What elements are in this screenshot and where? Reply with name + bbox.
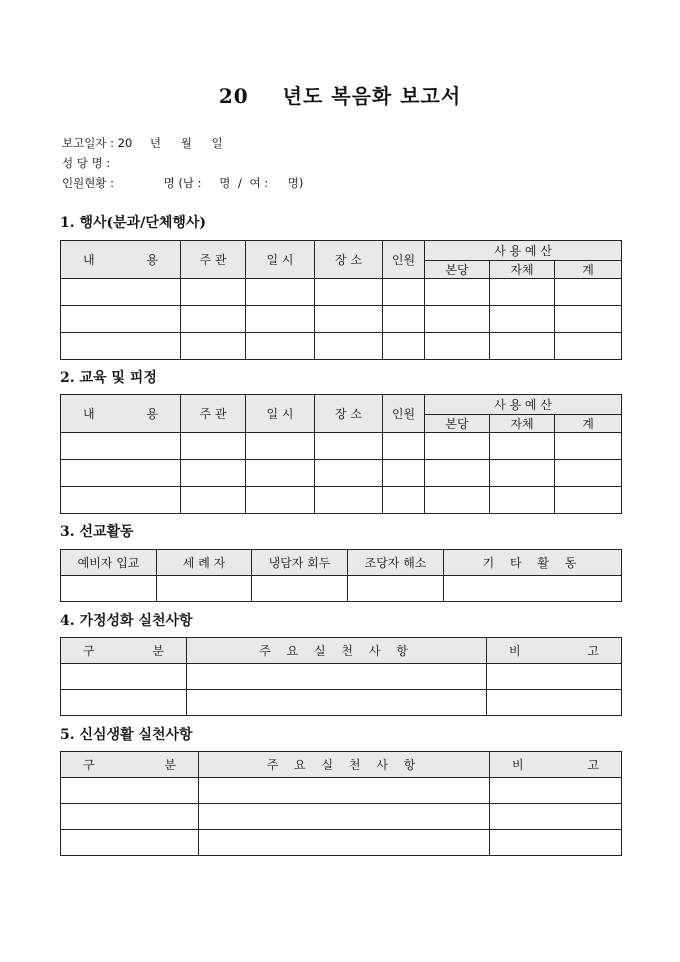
table-row xyxy=(61,576,622,602)
section-4-title: 4. 가정성화 실천사항 xyxy=(60,613,193,629)
table-row xyxy=(61,690,622,716)
table-row xyxy=(61,830,622,856)
people-separator: / xyxy=(237,176,242,190)
header-people: 인원 xyxy=(383,395,425,433)
parish-label: 성 당 명 : xyxy=(62,156,111,170)
people-male-unit: 명 xyxy=(219,176,231,190)
people-total-unit: 명 xyxy=(163,176,175,190)
header-other-activities: 기 타 활 동 xyxy=(444,550,622,576)
section-3-title: 3. 선교활동 xyxy=(60,524,134,540)
header-budget-self: 자체 xyxy=(490,261,555,279)
header-baptized: 세 례 자 xyxy=(157,550,252,576)
report-date-label: 보고일자 : 20 xyxy=(62,136,133,150)
header-content: 내 용 xyxy=(61,395,181,433)
header-lapsed-return: 냉담자 회두 xyxy=(252,550,348,576)
header-place: 장 소 xyxy=(315,395,383,433)
report-meta xyxy=(62,133,303,193)
report-date-day: 일 xyxy=(211,136,223,150)
header-note: 비 고 xyxy=(487,638,622,664)
header-division: 구 분 xyxy=(61,752,199,778)
table-row xyxy=(61,306,622,333)
table-row xyxy=(61,664,622,690)
header-budget-self: 자체 xyxy=(490,415,555,433)
header-datetime: 일 시 xyxy=(246,395,315,433)
header-budget-parish: 본당 xyxy=(425,261,490,279)
header-budget-parish: 본당 xyxy=(425,415,490,433)
table-row xyxy=(61,333,622,360)
header-main-practice: 주 요 실 천 사 항 xyxy=(199,752,490,778)
header-datetime: 일 시 xyxy=(246,241,315,279)
table-row xyxy=(61,778,622,804)
table-row xyxy=(61,279,622,306)
header-catechumen: 예비자 입교 xyxy=(61,550,157,576)
table-row xyxy=(61,804,622,830)
header-content: 내 용 xyxy=(61,241,181,279)
report-date-month: 월 xyxy=(180,136,192,150)
people-male-label: (남 : xyxy=(178,176,202,190)
header-main-practice: 주 요 실 천 사 항 xyxy=(187,638,487,664)
family-practice-table xyxy=(60,637,622,716)
people-row xyxy=(62,173,303,193)
report-date-row xyxy=(62,133,303,153)
header-budget: 사 용 예 산 xyxy=(425,241,622,261)
title-text: 년도 복음화 보고서 xyxy=(282,84,462,108)
header-place: 장 소 xyxy=(315,241,383,279)
table-row xyxy=(61,460,622,487)
people-female-label: 여 : xyxy=(249,176,269,190)
header-budget-total: 계 xyxy=(555,415,622,433)
report-date-year: 년 xyxy=(149,136,162,150)
people-label: 인원현황 : xyxy=(62,176,114,190)
table-row xyxy=(61,487,622,514)
page-title xyxy=(0,80,680,109)
section-1-title: 1. 행사(분과/단체행사) xyxy=(60,215,207,231)
education-table xyxy=(60,394,622,514)
parish-row xyxy=(62,153,303,173)
header-note: 비 고 xyxy=(490,752,622,778)
header-budget-total: 계 xyxy=(555,261,622,279)
header-division: 구 분 xyxy=(61,638,187,664)
devotion-practice-table xyxy=(60,751,622,856)
event-table xyxy=(60,240,622,360)
header-people: 인원 xyxy=(383,241,425,279)
section-5-title: 5. 신심생활 실천사항 xyxy=(60,727,193,743)
people-female-unit: 명) xyxy=(287,176,304,190)
mission-table xyxy=(60,549,622,602)
table-row xyxy=(61,433,622,460)
header-host: 주 관 xyxy=(181,395,246,433)
header-impediment-resolved: 조당자 해소 xyxy=(348,550,444,576)
title-year: 20 xyxy=(218,84,249,108)
header-host: 주 관 xyxy=(181,241,246,279)
section-2-title: 2. 교육 및 피정 xyxy=(60,370,157,386)
header-budget: 사 용 예 산 xyxy=(425,395,622,415)
